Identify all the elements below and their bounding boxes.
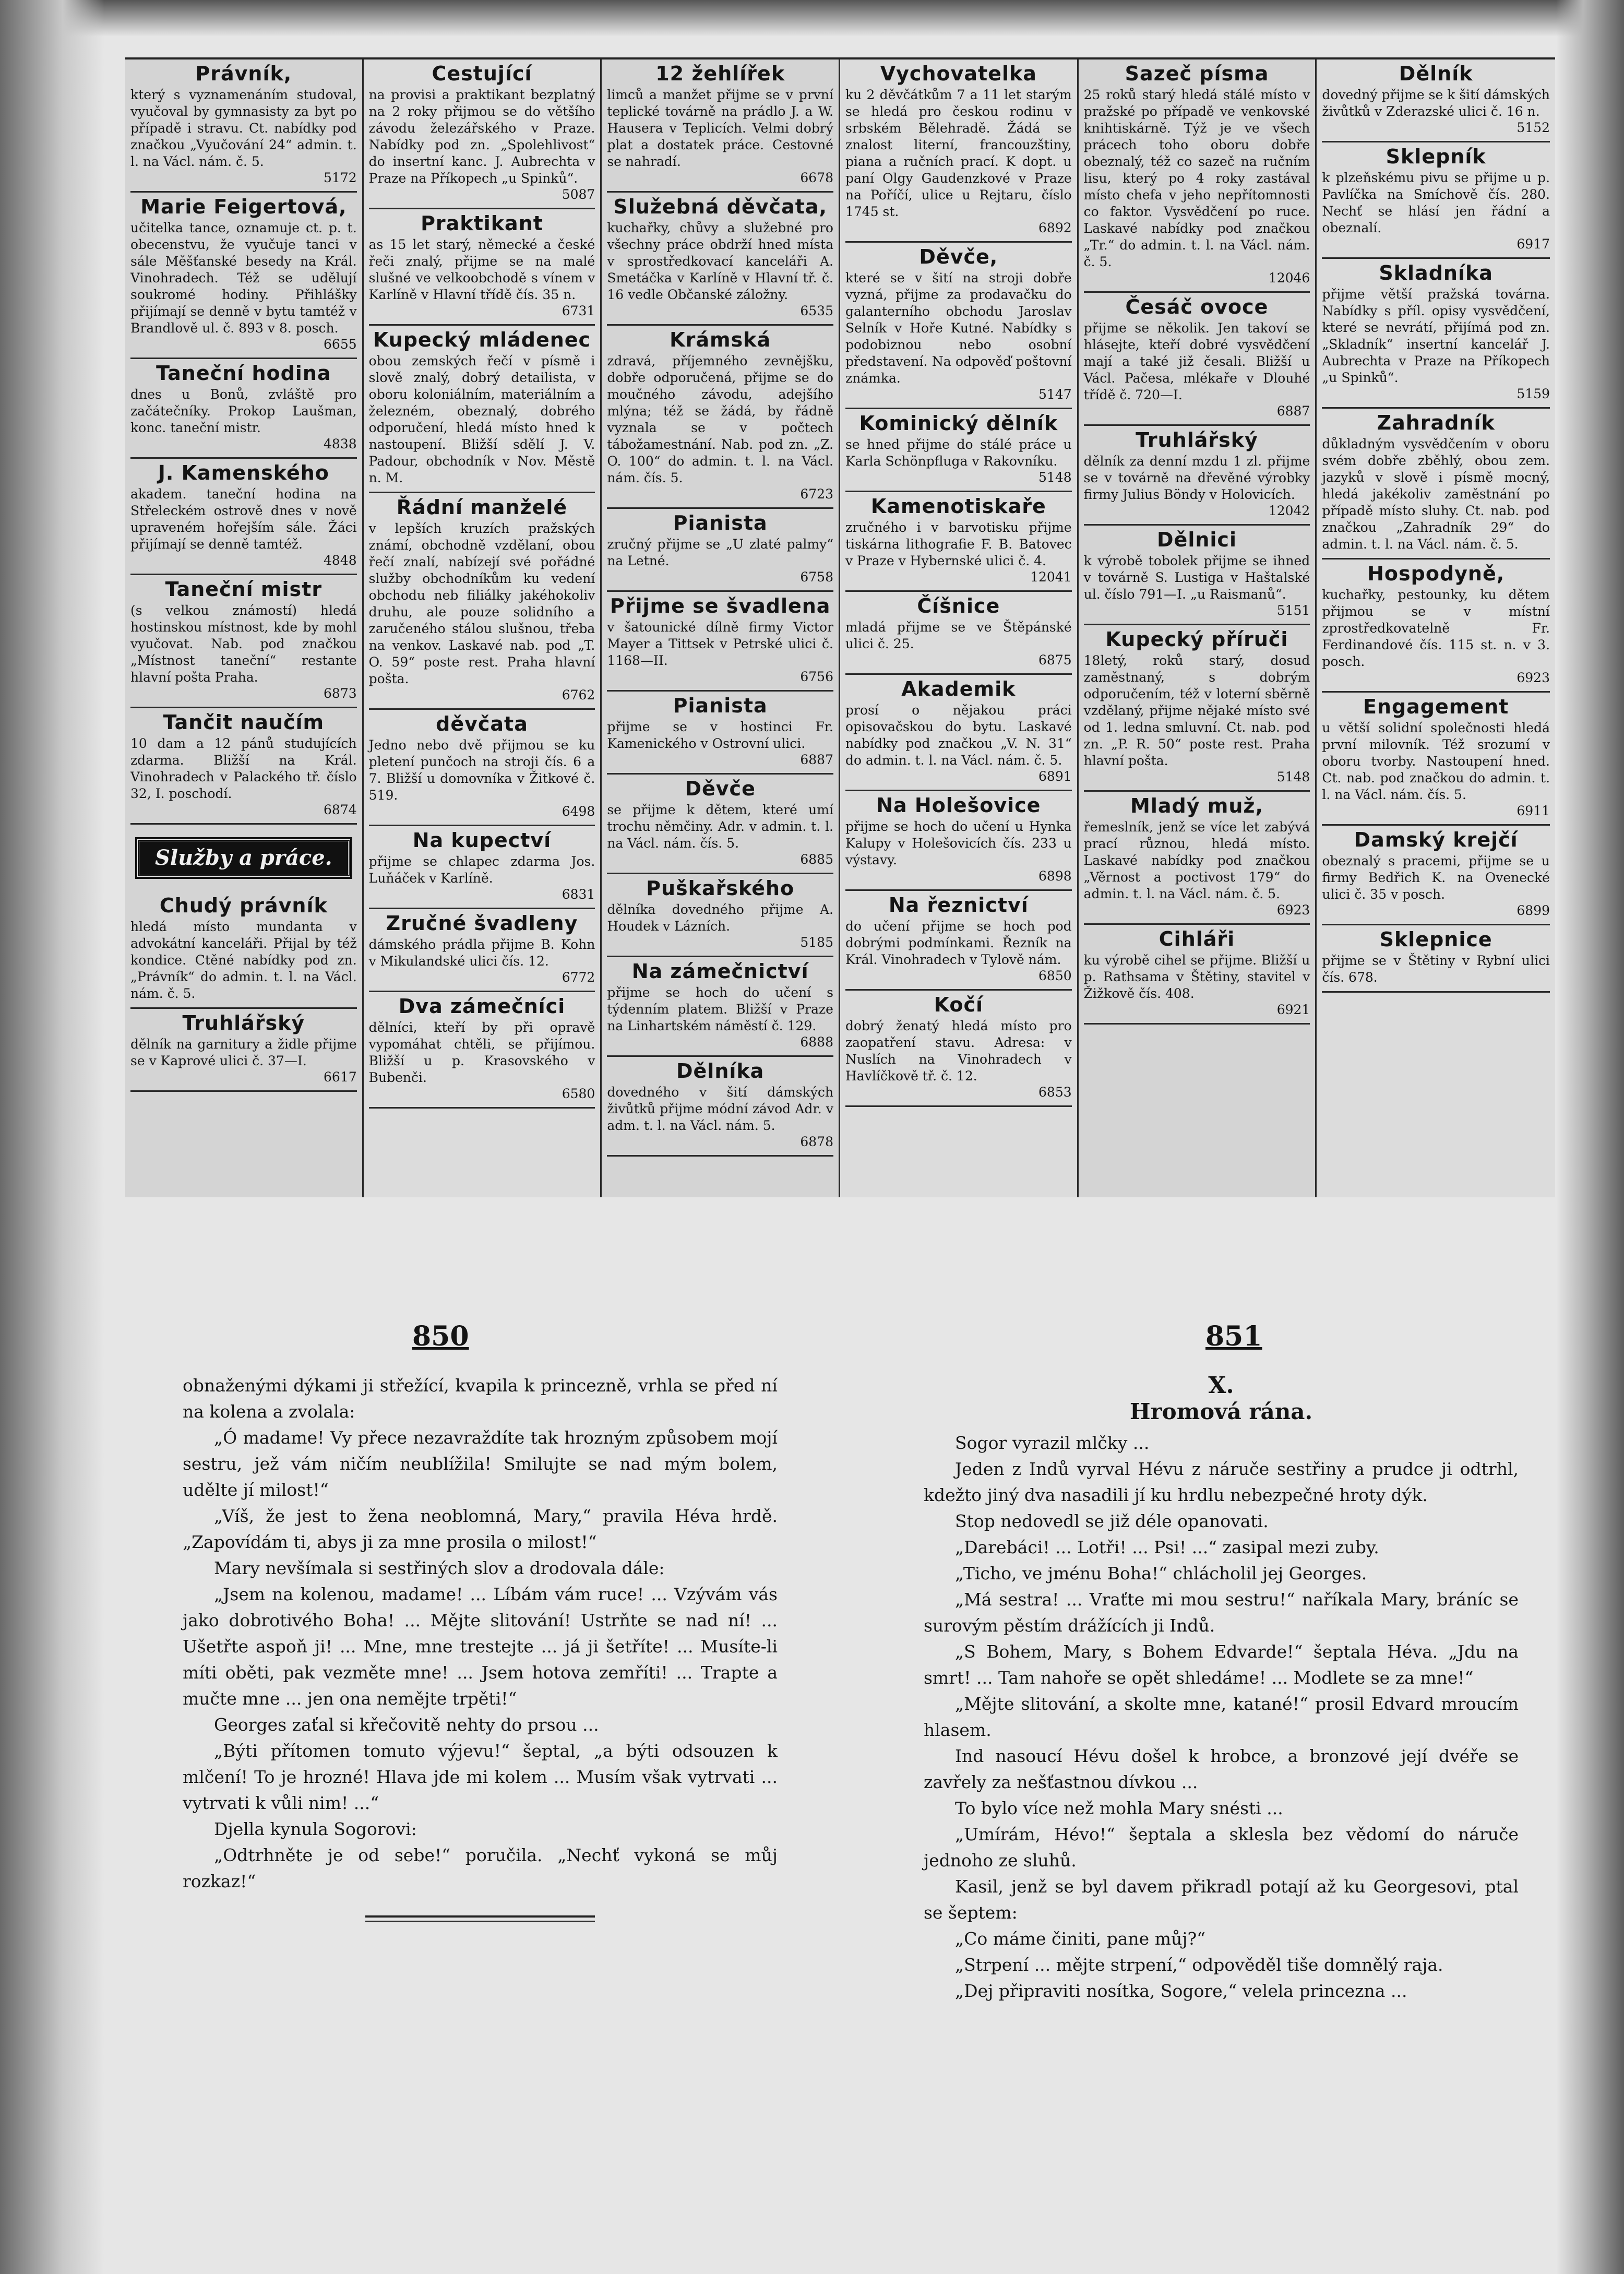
ad-reference-number: 5148 bbox=[1276, 769, 1310, 784]
ad-reference-number: 5159 bbox=[1516, 386, 1550, 401]
ad-heading: Taneční hodina bbox=[156, 362, 331, 385]
ad-heading: Puškařského bbox=[646, 877, 795, 900]
ad-reference-number: 6762 bbox=[562, 687, 595, 703]
ad-reference-number: 6921 bbox=[1276, 1002, 1310, 1017]
ad-body: kuchařky, chůvy a služebné pro všechny práce obdrží hned místa v sprostředkovací kanceláři A. Smetáčka v Karlíně v Hlavní tř. č. 16 vedle Občanské záložny. bbox=[607, 220, 833, 302]
classified-ad bbox=[607, 509, 833, 592]
ad-heading: Na Holešovice bbox=[876, 794, 1041, 817]
ad-heading: Tančit naučím bbox=[163, 711, 325, 734]
ad-body: mladá přijme se ve Štěpánské ulici č. 25. bbox=[845, 620, 1072, 651]
ad-heading: Truhlářský bbox=[1136, 428, 1258, 451]
classified-ad bbox=[1322, 59, 1550, 142]
ad-reference-number: 5148 bbox=[1038, 470, 1072, 485]
story-paragraph: obnaženými dýkami ji střežící, kvapila k princezně, vrhla se před ní na kolena a zvolala: bbox=[183, 1375, 778, 1422]
ad-heading: Kupecký mládenec bbox=[373, 328, 591, 351]
classified-ad bbox=[845, 791, 1072, 891]
ad-body: dělník za denní mzdu 1 zl. přijme se v továrně na dřevěné výrobky firmy Julius Böndy v Holovicích. bbox=[1083, 454, 1310, 502]
classified-ad bbox=[369, 493, 595, 710]
ad-body: Jedno nebo dvě přijmou se ku pletení punčoch na stroji čís. 6 a 7. Bližší u domovníka v Žitkové č. 519. bbox=[368, 737, 595, 803]
story-paragraph: „Dej připraviti nosítka, Sogore,“ velela princezna ... bbox=[955, 1981, 1407, 2001]
ad-heading: děvčata bbox=[436, 712, 528, 735]
classified-ad bbox=[607, 692, 833, 775]
ad-reference-number: 5152 bbox=[1516, 120, 1550, 135]
ad-column-3 bbox=[602, 59, 840, 1197]
classified-ad bbox=[1084, 625, 1310, 792]
ad-heading: Dva zámečníci bbox=[398, 995, 566, 1018]
ad-reference-number: 6899 bbox=[1516, 903, 1550, 918]
ad-heading: Hospodyně, bbox=[1367, 562, 1505, 585]
ad-body: přijme se v hostinci Fr. Kamenického v Ostrovní ulici. bbox=[607, 719, 833, 751]
classified-ad bbox=[1322, 142, 1550, 259]
classified-ad bbox=[130, 359, 357, 459]
ad-reference-number: 6898 bbox=[1038, 868, 1072, 884]
ad-reference-number: 6731 bbox=[562, 303, 595, 318]
ad-heading: Damský krejčí bbox=[1354, 828, 1518, 851]
ad-reference-number: 5185 bbox=[800, 935, 833, 950]
ad-heading: Přijme se švadlena bbox=[610, 594, 831, 617]
ad-body: se hned přijme do stálé práce u Karla Schönpfluga v Rakovníku. bbox=[845, 437, 1072, 469]
classified-ad bbox=[607, 775, 833, 874]
classified-ad bbox=[1084, 925, 1310, 1025]
ad-body: prosí o nějakou práci opisovačskou do bytu. Laskavé nabídky pod značkou „V. N. 31“ do admin. t. l. na Václ. nám. č. 5. bbox=[845, 703, 1072, 768]
ad-body: 25 roků starý hledá stálé místo v pražské po případě ve venkovské knihtiskárně. Týž je ve všech prácech toho oboru dobře obeznalý, též co sazeč na ručním lisu, který po 4 roky zastával místo chefa v jeho nepřítomnosti co faktor. Vysvědčení po ruce. Laskavé nabídky pod značkou „Tr.“ do admin. t. l. na Václ. nám. č. 5. bbox=[1083, 87, 1310, 269]
ad-body: který s vyznamenáním studoval, vyučoval by gymnasisty za byt po případě i stravu. Ct. nabídky pod značkou „Vyučování 24“ admin. t. l. na Václ. nám. č. 5. bbox=[130, 87, 357, 169]
classified-ad bbox=[1322, 826, 1550, 925]
left-story-column bbox=[183, 1373, 778, 1922]
ad-reference-number: 6535 bbox=[800, 303, 833, 318]
ad-column-6 bbox=[1317, 59, 1555, 1197]
story-paragraph: „Strpení ... mějte strpení,“ odpověděl tiše domnělý raja. bbox=[955, 1955, 1443, 1975]
ad-body: přijme se několik. Jen takoví se hlásejte, kteří dobré vysvědčení mají a také již česali. Bližší u Václ. Pačesa, mlékaře v Dlouhé třídě č. 720—I. bbox=[1083, 320, 1310, 402]
classified-ad bbox=[845, 59, 1072, 243]
ad-body: přijme se v Štětiny v Rybní ulici čís. 678. bbox=[1322, 953, 1550, 985]
ad-reference-number: 6878 bbox=[800, 1134, 833, 1149]
ad-body: přijme se chlapec zdarma Jos. Luňáček v Karlíně. bbox=[368, 854, 595, 886]
classified-ad bbox=[369, 59, 595, 209]
ad-heading: Marie Feigertová, bbox=[140, 195, 347, 218]
classified-ad bbox=[369, 992, 595, 1109]
ad-reference-number: 6678 bbox=[800, 170, 833, 185]
ad-heading: Cihláři bbox=[1159, 927, 1235, 950]
ad-body: v šatounické dílně firmy Victor Mayer a Tittsek v Petrské ulici č. 1168—II. bbox=[607, 620, 833, 668]
classified-ad bbox=[369, 710, 595, 826]
story-paragraph: „S Bohem, Mary, s Bohem Edvarde!“ šeptala Héva. „Jdu na smrt! ... Tam nahoře se opět shledáme! ... Modlete se za mne!“ bbox=[924, 1641, 1519, 1688]
classified-ad bbox=[130, 708, 357, 825]
ad-reference-number: 12042 bbox=[1268, 503, 1310, 518]
ad-heading: Česáč ovoce bbox=[1125, 295, 1269, 318]
right-page-number: 851 bbox=[1205, 1320, 1262, 1352]
ad-heading: Dělník bbox=[1399, 62, 1473, 85]
classified-ad bbox=[1322, 693, 1550, 826]
classified-ad bbox=[1084, 293, 1310, 426]
ad-reference-number: 6831 bbox=[562, 887, 595, 902]
ad-heading: J. Kamenského bbox=[158, 461, 329, 484]
classified-ad bbox=[369, 209, 595, 326]
ad-heading: Děvče, bbox=[919, 245, 998, 268]
ad-body: as 15 let starý, německé a české řeči znalý, přijme se na malé slušné ve velkoobchodě s vínem v Karlíně v Hlavní třídě čís. 35 n. bbox=[368, 237, 595, 302]
classified-ad bbox=[845, 991, 1072, 1107]
story-paragraph: Sogor vyrazil mlčky ... bbox=[955, 1433, 1150, 1453]
ad-heading: Zručné švadleny bbox=[386, 912, 578, 935]
ad-body: dělník na garnitury a židle přijme se v Kaprové ulici č. 37—I. bbox=[130, 1037, 357, 1068]
ad-heading: Na zámečnictví bbox=[631, 960, 809, 983]
ad-reference-number: 12046 bbox=[1268, 270, 1310, 285]
ad-body: přijme se hoch do učení s týdenním platem. Bližší v Praze na Linhartském náměstí č. 129. bbox=[607, 985, 833, 1033]
ad-heading: Kočí bbox=[934, 993, 984, 1016]
story-paragraph: „Co máme činiti, pane můj?“ bbox=[955, 1928, 1206, 1949]
ad-heading: Praktikant bbox=[421, 212, 543, 235]
ad-reference-number: 4848 bbox=[324, 553, 357, 568]
ad-body: k plzeňskému pivu se přijme u p. Pavlíčka na Smíchově čís. 280. Nechť se hlásí jen řádní a obeznalí. bbox=[1322, 170, 1550, 235]
ad-reference-number: 6873 bbox=[324, 686, 357, 701]
ad-body: zdravá, příjemného zevnějšku, dobře odporučená, přijme se do moučného závodu, adejšího mlýna; též se žádá, by řádně vyznala se v počtech tábožamestnání. Nab. pod zn. „Z. O. 100“ do admin. t. l. na Václ. nám. čís. 5. bbox=[607, 353, 833, 485]
ornamental-rule bbox=[365, 1915, 595, 1922]
story-paragraph: Mary nevšímala si sestřiných slov a drodovala dále: bbox=[214, 1558, 665, 1578]
classified-ad bbox=[130, 193, 357, 359]
ad-body: hledá místo mundanta v advokátní kanceláři. Přijal by též kondice. Ctěné nabídky pod zn. „Právník“ do admin. t. l. na Václ. nám. č. 5. bbox=[130, 919, 357, 1001]
classified-ad bbox=[130, 891, 357, 1009]
ad-heading: Kominický dělník bbox=[859, 412, 1058, 435]
ad-heading: Engagement bbox=[1363, 695, 1509, 718]
classified-ad bbox=[130, 575, 357, 708]
ad-body: zručného i v barvotisku přijme tiskárna lithografie F. B. Batovec v Praze v Hybernské ulici č. 4. bbox=[845, 520, 1072, 568]
ad-column-1 bbox=[125, 59, 364, 1197]
classified-ad bbox=[130, 59, 357, 193]
classified-ad bbox=[845, 409, 1072, 492]
ad-body: přijme větší pražská továrna. Nabídky s příl. opisy vysvědčení, které se nevrátí, přijímá pod zn. „Skladník“ insertní kancelář J. Aubrechta v Praze na Příkopech „u Spinků“. bbox=[1322, 287, 1550, 385]
classified-ad bbox=[607, 592, 833, 692]
ad-heading: Truhlářský bbox=[182, 1011, 305, 1034]
story-paragraph: „Odtrhněte je od sebe!“ poručila. „Nechť vykoná se můj rozkaz!“ bbox=[183, 1845, 778, 1891]
ad-body: dovedného v šití dámských živůtků přijme módní závod Adr. v adm. t. l. na Václ. nám. 5. bbox=[607, 1085, 833, 1133]
story-paragraph: „Víš, že jest to žena neoblomná, Mary,“ pravila Héva hrdě. „Zapovídám ti, abys ji za mne prosila o milost!“ bbox=[183, 1506, 778, 1552]
ad-heading: Vychovatelka bbox=[880, 62, 1037, 85]
ad-heading: Služebná děvčata, bbox=[613, 195, 827, 218]
ad-heading: Skladníka bbox=[1379, 261, 1493, 284]
classified-ad bbox=[369, 826, 595, 909]
ad-reference-number: 6758 bbox=[800, 569, 833, 585]
ad-reference-number: 6911 bbox=[1516, 803, 1550, 818]
story-paragraph: Georges zaťal si křečovitě nehty do prsou ... bbox=[214, 1715, 599, 1735]
ad-body: které se v šití na stroji dobře vyzná, přijme za prodavačku do galanterního obchodu Jaroslav Selník v Hoře Kutné. Nabídky s podobiznou nebo osobní představení. Na odpověď poštovní známka. bbox=[845, 270, 1072, 386]
ad-body: kuchařky, pestounky, ku dětem přijmou se v místní zprostředkovatelně Fr. Ferdinandové čís. 115 st. n. v 3. posch. bbox=[1322, 587, 1550, 669]
ad-heading: Dělnici bbox=[1157, 528, 1237, 551]
ad-heading: Akademik bbox=[901, 677, 1016, 700]
ad-column-2 bbox=[364, 59, 602, 1197]
ad-reference-number: 6772 bbox=[562, 970, 595, 985]
ad-heading: Děvče bbox=[685, 777, 756, 800]
ad-reference-number: 6723 bbox=[800, 486, 833, 502]
classified-ad bbox=[845, 675, 1072, 791]
ad-reference-number: 6887 bbox=[800, 752, 833, 767]
ad-body: (s velkou známostí) hledá hostinskou místnost, kde by mohl vyučovat. Nab. pod značkou „Místnost taneční“ restante hlavní pošta Praha. bbox=[130, 603, 357, 685]
ad-body: na provisi a praktikant bezplatný na 2 roky přijmou se do většího závodu železářského v Praze. Nabídky pod zn. „Spolehlivost“ do insertní kanc. J. Aubrechta v Praze na Příkopech „u Spinků“. bbox=[368, 87, 595, 186]
classified-ad bbox=[1084, 526, 1310, 625]
classified-ad bbox=[1322, 259, 1550, 409]
classified-ad bbox=[845, 243, 1072, 409]
ad-body: dobrý ženatý hledá místo pro zaopatření stavu. Adresa: v Nuslích na Vinohradech v Havlíčkově tř. č. 12. bbox=[845, 1018, 1072, 1084]
chapter-title: Hromová rána. bbox=[1129, 1399, 1313, 1424]
classified-ad bbox=[607, 326, 833, 509]
ad-reference-number: 6655 bbox=[324, 337, 357, 352]
ad-column-4 bbox=[840, 59, 1079, 1197]
ad-body: do učení přijme se hoch pod dobrými podmínkami. Řezník na Král. Vinohradech v Tylově nám. bbox=[845, 919, 1072, 967]
classified-ad bbox=[130, 1009, 357, 1092]
ad-reference-number: 6923 bbox=[1516, 670, 1550, 685]
ad-reference-number: 5172 bbox=[324, 170, 357, 185]
ad-reference-number: 6850 bbox=[1038, 968, 1072, 983]
ad-body: řemeslník, jenž se více let zabývá prací různou, hledá místo. Laskavé nabídky pod značkou „Věrnost a poctivost 179“ do admin. t. l. na Václ. nám. č. 5. bbox=[1083, 819, 1310, 901]
ad-heading: Na řeznictví bbox=[888, 894, 1029, 916]
scan-shadow-left bbox=[0, 0, 104, 2274]
ad-heading: 12 žehlířek bbox=[655, 62, 785, 85]
ad-reference-number: 12041 bbox=[1030, 569, 1072, 585]
classified-ad bbox=[607, 957, 833, 1057]
ad-heading: Kupecký příruči bbox=[1105, 628, 1288, 651]
classified-ad bbox=[1322, 925, 1550, 993]
classified-ad bbox=[369, 326, 595, 493]
story-paragraph: „Jsem na kolenou, madame! ... Líbám vám ruce! ... Vzývám vás jako dobrotivého Boha! ... Mějte slitování! Ustrňte se nad ní! ... Ušetřte aspoň ji! ... Mne, mne trestejte ... já ji šetříte! ... Musíte-li míti oběti, pak vezměte mne! ... Jsem hotova zemříti! ... Trapte a mučte mne ... jen ona nemějte trpěti!“ bbox=[183, 1584, 778, 1709]
ad-heading: Mladý muž, bbox=[1130, 794, 1263, 817]
story-paragraph: „Darebáci! ... Lotři! ... Psi! ...“ zasipal mezi zuby. bbox=[955, 1537, 1379, 1557]
ad-body: k výrobě tobolek přijme se ihned v továrně S. Lustiga v Haštalské ul. číslo 791—I. „u Raismanů“. bbox=[1083, 553, 1310, 602]
chapter-number: X. bbox=[1208, 1372, 1234, 1399]
ad-heading: Cestující bbox=[432, 62, 532, 85]
classified-ad bbox=[845, 592, 1072, 675]
ad-body: učitelka tance, oznamuje ct. p. t. obecenstvu, že vyučuje tanci v sále Měšťanské besedy na Král. Vinohradech. Též se udělují soukromé hodiny. Přihlášky přijímají se denně v bytu tamtéž v Brandlově ul. č. 893 v 8. posch. bbox=[130, 220, 357, 336]
story-paragraph: „Mějte slitování, a skolte mne, katané!“ prosil Edvard mroucím hlasem. bbox=[924, 1694, 1519, 1740]
classified-ad bbox=[845, 492, 1072, 592]
ad-body: akadem. taneční hodina na Střeleckém ostrově dnes v nově upraveném hořejším sále. Žáci přijímají se denně tamtéž. bbox=[130, 486, 357, 552]
ad-body: 10 dam a 12 pánů studujících zdarma. Bližší na Král. Vinohradech v Palackého tř. číslo 32, I. poschodí. bbox=[130, 736, 357, 801]
ad-heading: Kamenotiskaře bbox=[870, 495, 1046, 518]
classified-ad bbox=[1084, 792, 1310, 925]
classified-ad bbox=[1084, 426, 1310, 526]
ad-heading: Chudý právník bbox=[159, 894, 328, 917]
ad-heading: Krámská bbox=[670, 328, 771, 351]
classified-ad bbox=[1084, 59, 1310, 293]
classified-ad bbox=[607, 59, 833, 193]
ad-column-5 bbox=[1079, 59, 1317, 1197]
ad-body: limců a manžet přijme se v první teplické továrně na prádlo J. a W. Hausera v Teplicích. Velmi dobrý plat a dostatek práce. Cestovné se nahradí. bbox=[607, 87, 833, 169]
ad-reference-number: 6498 bbox=[562, 804, 595, 819]
ad-heading: Právník, bbox=[195, 62, 292, 85]
story-paragraph: „Ticho, ve jménu Boha!“ chlácholil jej Georges. bbox=[955, 1563, 1367, 1584]
ad-body: obou zemských řečí v písmě i slově znalý, dobrý detailista, v oboru koloniálním, materiálním a železném, obeznalý, dobrého odporučení, hledá místo hned k nastoupení. Bližší sdělí J. V. Padour, obchodník v Nov. Městě n. M. bbox=[368, 353, 595, 485]
classified-ads-grid bbox=[125, 57, 1555, 1197]
ad-body: ku 2 děvčátkům 7 a 11 let starým se hledá pro českou rodinu v srbském Bělehradě. Žádá se znalost literní, francouzštiny, piana a ručních prací. K dopt. u paní Olgy Gaudenzkové v Praze na Poříčí, ulice u Rejtaru, číslo 1745 st. bbox=[845, 87, 1072, 219]
ad-heading: Sklepník bbox=[1386, 145, 1486, 168]
story-paragraph: „Býti přítomen tomuto výjevu!“ šeptal, „a býti odsouzen k mlčení! To je hrozné! Hlava jde mi kolem ... Musím však vytrvati ... vytrvati k vůli nim! ...“ bbox=[183, 1741, 778, 1813]
ad-body: dělníci, kteří by při opravě vypomáhat chtěli, se přijímou. Bližší u p. Krasovského v Bubenči. bbox=[368, 1020, 595, 1085]
scan-shadow-right bbox=[1556, 0, 1624, 2274]
story-paragraph: Stop nedovedl se již déle opanovati. bbox=[955, 1511, 1269, 1531]
ad-reference-number: 6923 bbox=[1276, 902, 1310, 918]
ad-reference-number: 4838 bbox=[324, 436, 357, 451]
ad-reference-number: 6885 bbox=[800, 852, 833, 867]
ad-heading: Sklepnice bbox=[1379, 928, 1492, 951]
ad-reference-number: 6617 bbox=[324, 1069, 357, 1085]
ad-reference-number: 6875 bbox=[1038, 652, 1072, 668]
ad-heading: Taneční mistr bbox=[165, 578, 323, 601]
ad-heading: Na kupectví bbox=[412, 829, 552, 852]
story-paragraph: Djella kynula Sogorovi: bbox=[214, 1819, 417, 1839]
section-stamp: Služby a práce. bbox=[137, 839, 350, 877]
ad-heading: Sazeč písma bbox=[1125, 62, 1269, 85]
ad-heading: Zahradník bbox=[1377, 411, 1495, 434]
ad-reference-number: 6892 bbox=[1038, 220, 1072, 235]
ad-heading: Pianista bbox=[673, 511, 768, 534]
classified-ad bbox=[607, 193, 833, 326]
ad-body: zručný přijme se „U zlaté palmy“ na Letné. bbox=[607, 537, 833, 568]
ad-reference-number: 6887 bbox=[1276, 403, 1310, 419]
classified-ad bbox=[130, 459, 357, 575]
ad-body: přijme se hoch do učení u Hynka Kalupy v Holešovicích čís. 233 u výstavy. bbox=[845, 819, 1072, 867]
ad-body: dělníka dovedného přijme A. Houdek v Lázních. bbox=[607, 902, 833, 934]
left-page-number: 850 bbox=[412, 1320, 469, 1352]
classified-ad bbox=[1322, 409, 1550, 559]
ad-reference-number: 5147 bbox=[1038, 387, 1072, 402]
classified-ad bbox=[607, 1057, 833, 1157]
ad-reference-number: 6874 bbox=[324, 802, 357, 817]
ad-heading: Pianista bbox=[673, 694, 768, 717]
story-paragraph: „Umírám, Hévo!“ šeptala a sklesla bez vědomí do náruče jednoho ze sluhů. bbox=[924, 1824, 1519, 1871]
ad-reference-number: 5151 bbox=[1276, 603, 1310, 618]
ad-body: obeznalý s pracemi, přijme se u firmy Bedřich K. na Ovenecké ulici č. 35 v posch. bbox=[1322, 853, 1550, 902]
ad-reference-number: 6891 bbox=[1038, 769, 1072, 784]
scan-shadow-top bbox=[0, 0, 1624, 37]
classified-ad bbox=[369, 909, 595, 992]
ad-body: u větší solidní společnosti hledá první milovník. Též srozumí v oboru tvorby. Nastoupení hned. Ct. nab. pod značkou do admin. t. l. na Václ. nám. čís. 5. bbox=[1322, 720, 1550, 802]
story-paragraph: Kasil, jenž se byl davem přikradl potají až ku Georgesovi, ptal se šeptem: bbox=[924, 1876, 1519, 1923]
ad-reference-number: 6580 bbox=[562, 1086, 595, 1101]
ad-reference-number: 6888 bbox=[800, 1034, 833, 1050]
story-paragraph: Ind nasoucí Hévu došel k hrobce, a bronzové její dvéře se zavřely za nešťastnou dívkou ... bbox=[924, 1746, 1519, 1792]
story-paragraph: Jeden z Indů vyrval Hévu z náruče sestřiny a prudce ji odtrhl, kdežto jiný dva nasadili jí ku hrdlu nebezpečné hroty dýk. bbox=[924, 1459, 1519, 1505]
ad-body: 18letý, roků starý, dosud zaměstnaný, s dobrým odporučením, též v loterní sběrně vzdělaný, přijme nějaké místo své od 1. ledna smluvní. Ct. nab. pod zn. „P. R. 50“ poste rest. Praha hlavní pošta. bbox=[1083, 653, 1310, 768]
ad-body: se přijme k dětem, které umí trochu němčiny. Adr. v admin. t. l. na Václ. nám. čís. 5. bbox=[607, 802, 833, 851]
classified-ad bbox=[1322, 559, 1550, 693]
ad-body: v lepších kruzích pražských známí, obchodně vzdělaní, obou řečí znalí, nabízejí své pořádné služby obchodníkům ku vedení obchodu neb filiálky jakéhokoliv druhu, ale pouze solidního a zaručeného stálou slušnou, třeba na venkov. Laskavé nab. pod „T. O. 59“ poste rest. Praha hlavní pošta. bbox=[368, 521, 595, 686]
ad-body: dámského prádla přijme B. Kohn v Mikulandské ulici čís. 12. bbox=[368, 937, 595, 969]
ad-reference-number: 6756 bbox=[800, 669, 833, 684]
right-story-paragraphs bbox=[924, 1430, 1519, 2004]
ad-body: důkladným vysvědčením v oboru svém dobře zběhlý, obou zem. jazyků v slově i písmě mocný, hledá jakékoliv zaměstnání po případě místo sluhy. Ct. nab. pod značkou „Zahradník 29“ do admin. t. l. na Václ. nám. č. 5. bbox=[1322, 436, 1550, 552]
ad-heading: Číšnice bbox=[917, 594, 1000, 617]
story-paragraph: „Má sestra! ... Vraťte mi mou sestru!“ naříkala Mary, bráníc se surovým pěstím drážících ji Indů. bbox=[924, 1589, 1519, 1636]
story-paragraph: „Ó madame! Vy přece nezavraždíte tak hrozným způsobem mojí sestru, jež vám ničím neublížila! Smilujte se nad mým bolem, udělte jí milost!“ bbox=[183, 1427, 778, 1500]
ad-body: ku výrobě cihel se přijme. Bližší u p. Rathsama v Štětiny, stavitel v Žižkově čís. 408. bbox=[1083, 953, 1310, 1001]
ad-reference-number: 6853 bbox=[1038, 1085, 1072, 1100]
ad-body: dnes u Bonů, zvláště pro začátečníky. Prokop Laušman, konc. taneční mistr. bbox=[130, 387, 357, 435]
classified-ad bbox=[845, 891, 1072, 991]
ad-heading: Dělníka bbox=[676, 1059, 765, 1082]
ad-body: dovedný přijme se k šití dámských živůtků v Zderazské ulici č. 16 n. bbox=[1322, 87, 1550, 119]
right-story-column bbox=[924, 1373, 1519, 2004]
ad-heading: Řádní manželé bbox=[396, 496, 568, 519]
ad-reference-number: 6917 bbox=[1516, 236, 1550, 252]
classified-ad bbox=[607, 874, 833, 957]
story-paragraph: To bylo více než mohla Mary snésti ... bbox=[955, 1798, 1283, 1818]
ad-reference-number: 5087 bbox=[562, 187, 595, 202]
